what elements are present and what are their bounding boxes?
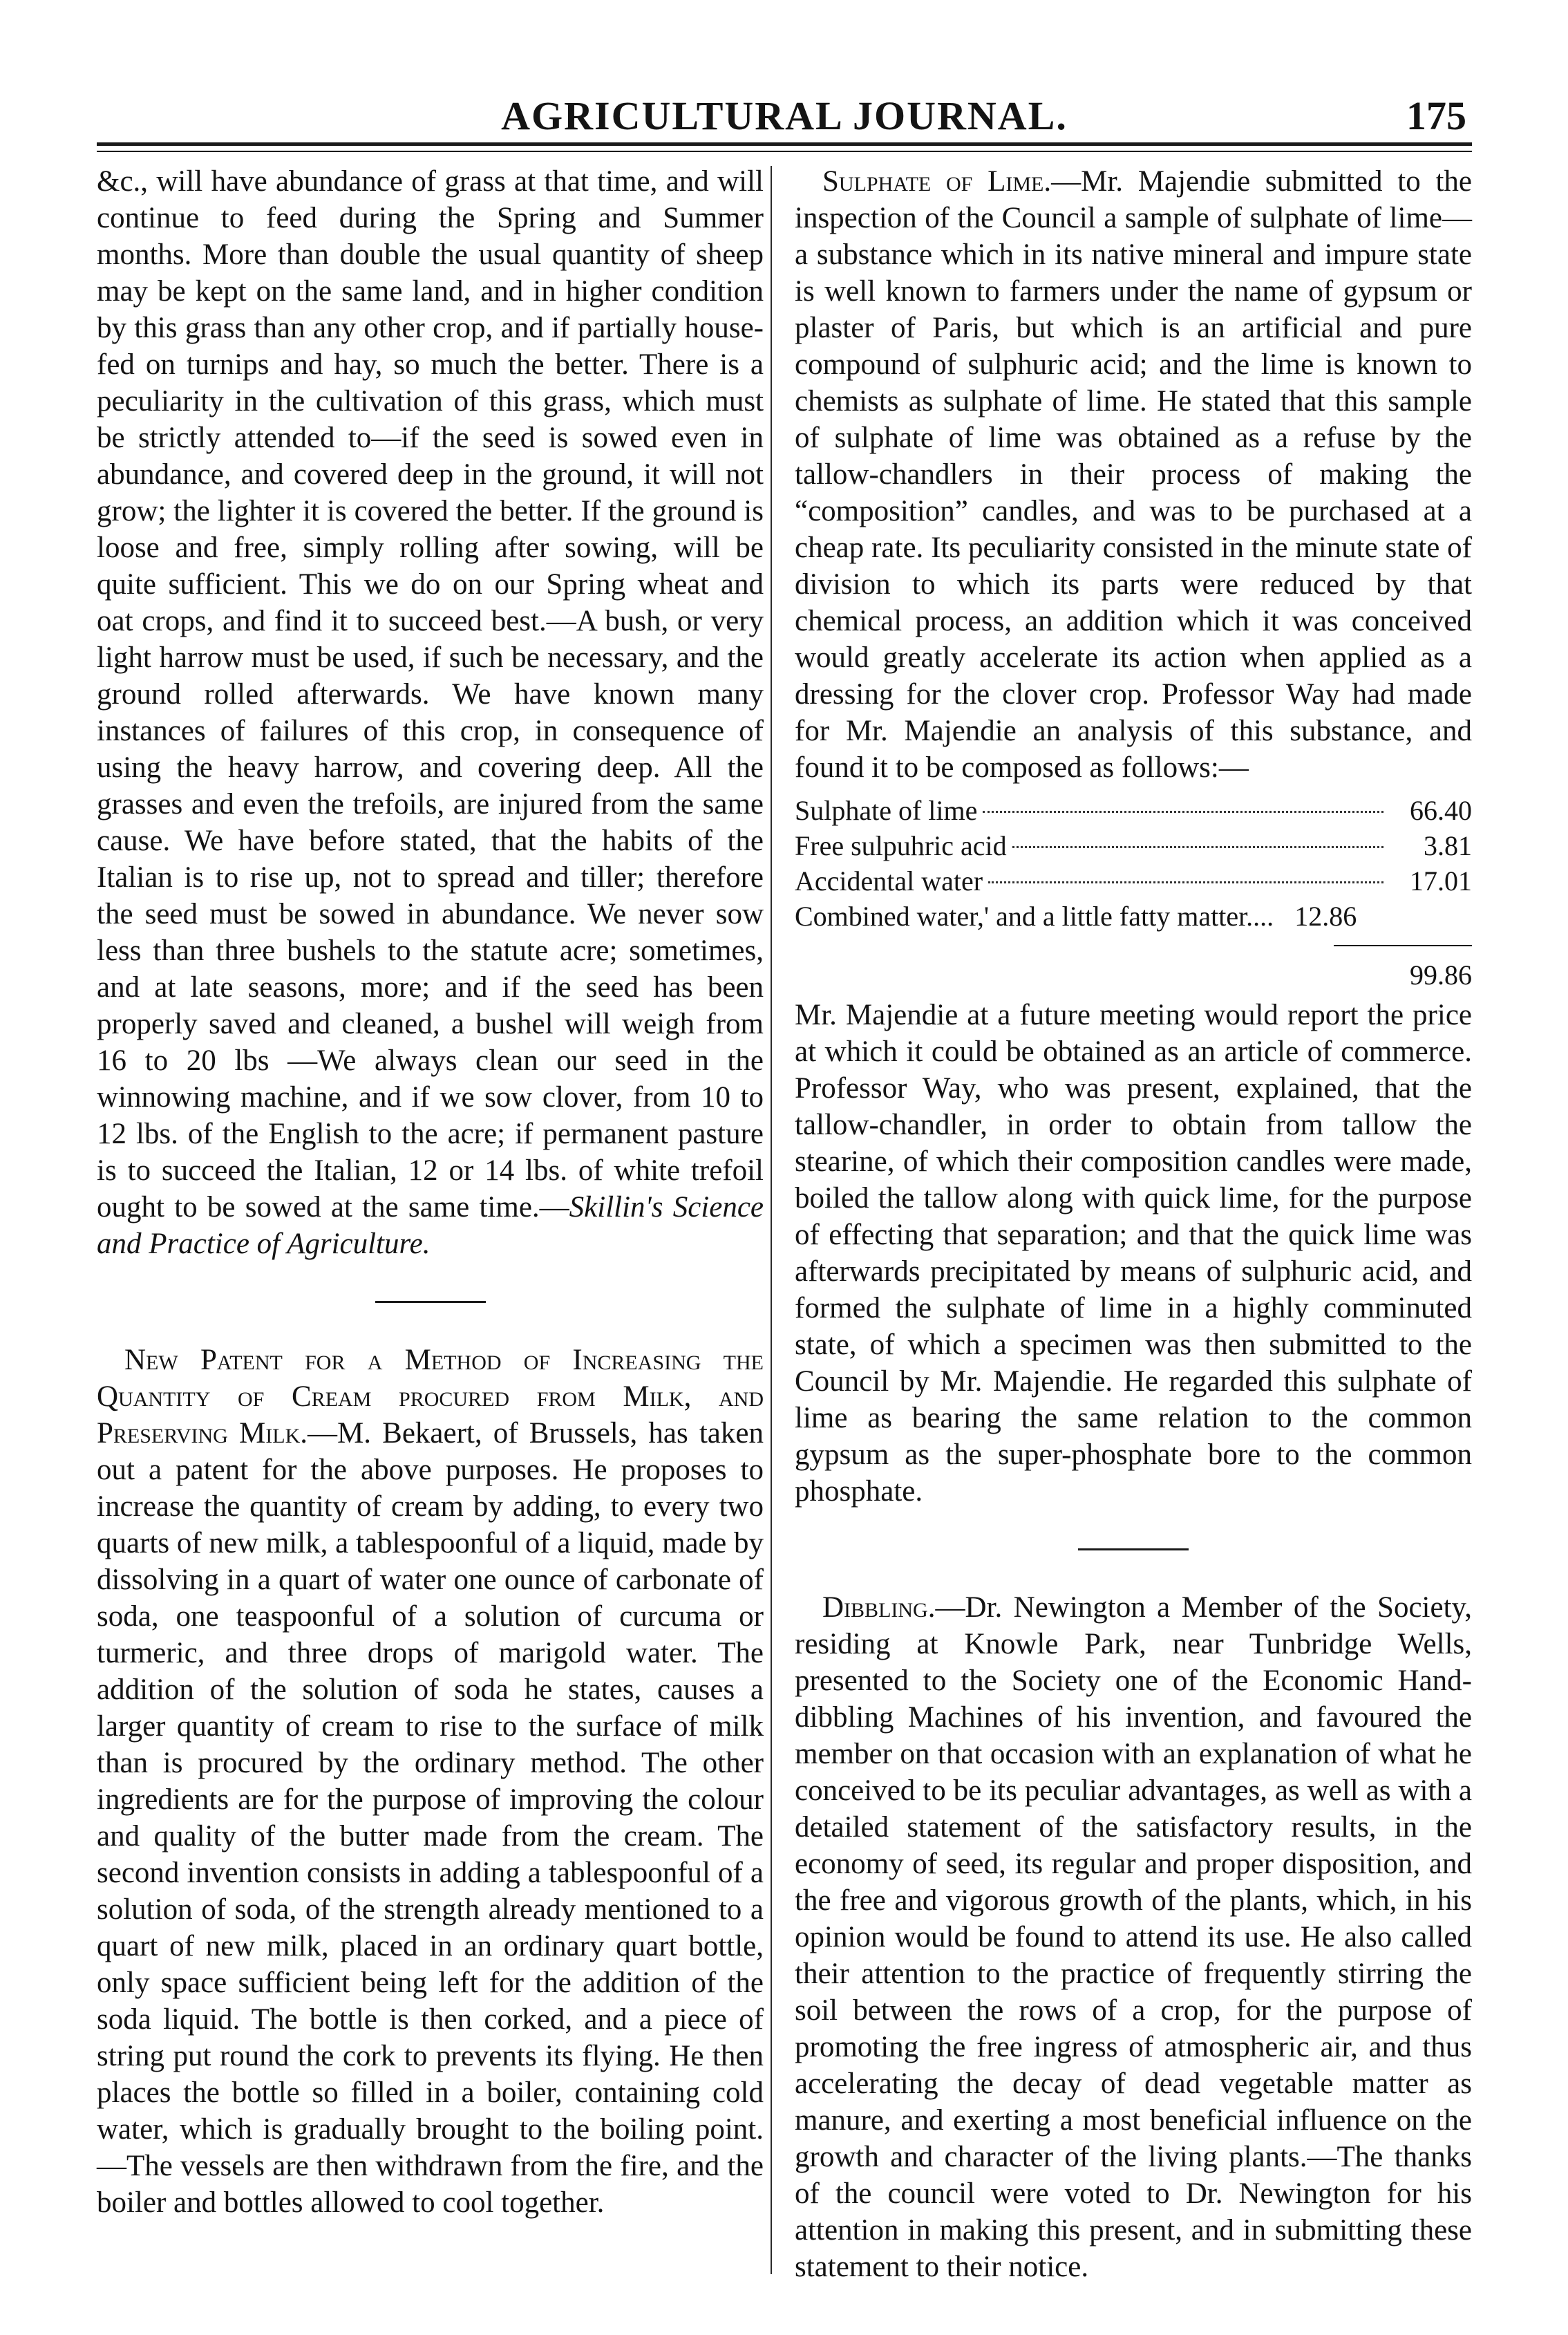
dibbling-text: —Dr. Newington a Member of the Society, residing at Knowle Park, near Tunbridge Wells, presented to the Society one of the Economic Hand-dibbling Machines of his invention, and favoured the member on that occasion with an explanation of what he conceived to be its peculiar advantages, as well as with a detailed statement of the satisfactory results, in the economy of seed, its regular and proper disposition, and the free and vigorous growth of the plants, which, in his opinion would be found to attend its use. He also called their attention to the practice of frequently stirring the soil between the rows of a crop, for the purpose of promoting the free ingress of atmospheric air, and thus accelerating the decay of dead vegetable matter as manure, and exerting a most beneficial influence on the growth and character of the living plants.—The thanks of the council were voted to Dr. Newington for his attention in making this present, and in submitting these statement to their notice. <box>795 1591 1472 2283</box>
header-rule-thin <box>97 151 1472 152</box>
column-divider <box>771 166 772 2274</box>
page-number: 175 <box>1406 93 1466 138</box>
sulphate-lime-heading: Sulphate of Lime. <box>822 165 1052 198</box>
patent-article <box>97 1342 764 2221</box>
header-rule-thick <box>97 142 1472 146</box>
journal-title: AGRICULTURAL JOURNAL. <box>501 93 1068 138</box>
analysis-row <box>795 863 1472 899</box>
right-column <box>795 163 1472 2285</box>
section-divider <box>375 1301 486 1303</box>
dibbling-heading: Dibbling. <box>822 1591 936 1624</box>
analysis-value: 66.40 <box>1410 795 1472 826</box>
analysis-value: 3.81 <box>1424 830 1472 861</box>
analysis-value: 12.86 <box>1294 901 1357 932</box>
leader-dots <box>988 881 1383 883</box>
analysis-table <box>795 793 1472 993</box>
dibbling-article <box>795 1589 1472 2285</box>
italian-grass-text: &c., will have abundance of grass at that time, and will continue to feed during the Spring and Summer months. More than double the usual quantity of sheep may be kept on the same land, and in higher condition by this grass than any other crop, and if partially house-fed on turnips and hay, so much the better. There is a peculiarity in the cultivation of this grass, which must be strictly attended to—if the seed is sowed even in abundance, and covered deep in the ground, it will not grow; the lighter it is covered the better. If the ground is loose and free, simply rolling after sowing, will be quite sufficient. This we do on our Spring wheat and oat crops, and find it to succeed best.—A bush, or very light harrow must be used, if such be necessary, and the ground rolled afterwards. We have known many instances of failures of this crop, in consequence of using the heavy harrow, and covering deep. All the grasses and even the trefoils, are injured from the same cause. We have before stated, that the habits of the Italian is to rise up, not to spread and tiller; therefore the seed must be sowed in abundance. We never sow less than three bushels to the statute acre; sometimes, and at late seasons, more; and if the seed has been properly saved and cleaned, a bushel will weigh from 16 to 20 lbs —We always clean our seed in the winnowing machine, and if we sow clover, from 10 to 12 lbs. of the English to the acre; if permanent pasture is to succeed the Italian, 12 or 14 lbs. of white trefoil ought to be sowed at the same time.— <box>97 165 764 1223</box>
sulphate-lime-article <box>795 163 1472 786</box>
page-header <box>97 75 1472 137</box>
leader-dots <box>983 811 1383 813</box>
sulphate-lime-continued: Mr. Majendie at a future meeting would report the price at which it could be obtained as an article of commerce. Professor Way, who was present, explained, that the tallow-chandler, in order to obtain from tallow the stearine, of which their composition candles were made, boiled the tallow along with quick lime, for the purpose of effecting that separation; and that the quick lime was afterwards precipitated by means of sulphuric acid, and formed the sulphate of lime in a highly comminuted state, of which a specimen was then submitted to the Council by Mr. Majendie. He regarded this sulphate of lime as bearing the same relation to the common gypsum as the super-phosphate bore to the common phosphate. <box>795 999 1472 1508</box>
left-column <box>97 163 764 2221</box>
analysis-row <box>795 899 1472 934</box>
analysis-total: 99.86 <box>1410 959 1472 991</box>
leader-dots <box>1012 846 1383 848</box>
patent-text: —M. Bekaert, of Brussels, has taken out a patent for the above purposes. He proposes to increase the quantity of cream by adding, to every two quarts of new milk, a tablespoonful of a liquid, made by dissolving in a quart of water one ounce of carbonate of soda, one teaspoonful of a solution of curcuma or turmeric, and three drops of marigold water. The addition of the solution of soda he states, causes a larger quantity of cream to rise to the surface of milk than is procured by the ordinary method. The other ingredients are for the purpose of improving the colour and quality of the butter made from the cream. The second invention consists in adding a tablespoonful of a solution of soda, of the strength already mentioned to a quart of new milk, placed in an ordinary quart bottle, only space sufficient being left for the addition of the soda liquid. The bottle is then corked, and a piece of string put round the cork to prevents its flying. He then places the bottle so filled in a boiler, containing cold water, which is gradually brought to the boiling point.—The vessels are then withdrawn from the fire, and the boiler and bottles allowed to cool together. <box>97 1417 764 2219</box>
analysis-name: Combined water,' and a little fatty matter.... <box>795 901 1274 932</box>
analysis-name: Sulphate of lime <box>795 795 978 826</box>
analysis-value: 17.01 <box>1410 865 1472 897</box>
sulphate-lime-text: —Mr. Majendie submitted to the inspection of the Council a sample of sulphate of lime—a substance which in its native mineral and impure state is well known to farmers under the name of gypsum or plaster of Paris, but which is an artificial and pure compound of sulphuric acid; and the lime is known to chemists as sulphate of lime. He stated that this sample of sulphate of lime was obtained as a refuse by the tallow-chandlers in their process of making the “composition” candles, and was to be purchased at a cheap rate. Its peculiarity consisted in the minute state of division to which its parts were reduced by that chemical process, an addition which it was conceived would greatly accelerate its action when applied as a dressing for the clover crop. Professor Way had made for Mr. Majendie an analysis of this substance, and found it to be composed as follows:— <box>795 165 1472 784</box>
analysis-row <box>795 828 1472 863</box>
analysis-row <box>795 793 1472 828</box>
analysis-name: Accidental water <box>795 865 983 897</box>
italian-grass-article <box>97 163 764 1262</box>
section-divider <box>1078 1548 1189 1550</box>
total-rule <box>1334 945 1472 946</box>
analysis-name: Free sulpuhric acid <box>795 830 1007 861</box>
article-citation: Skillin's Science and Practice of Agriculture. <box>97 1191 764 1260</box>
patent-heading: New Patent for a Method of Increasing the Quantity of Cream procured from Milk, and Preserving Milk. <box>97 1344 764 1450</box>
